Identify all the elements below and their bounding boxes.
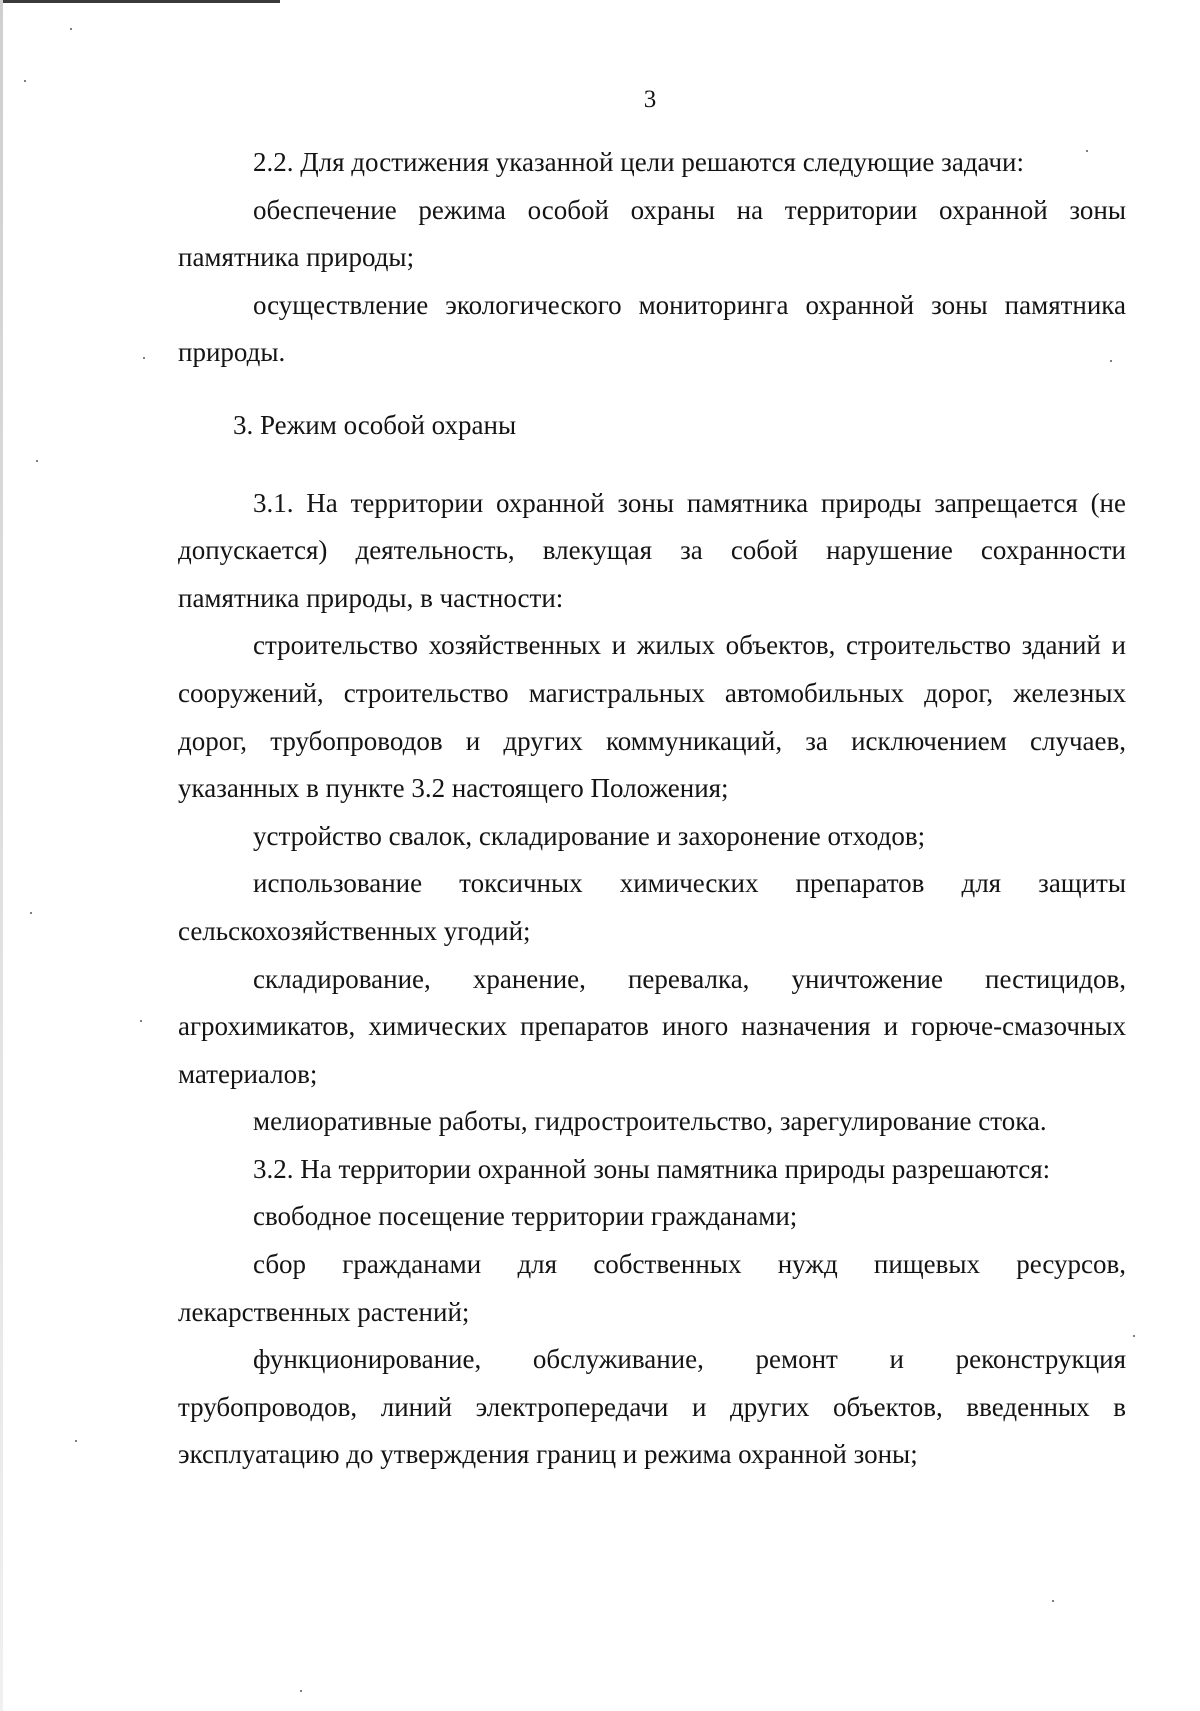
document-body [178, 139, 1126, 1479]
scan-left-edge [0, 0, 3, 1711]
prohibited-pesticides: складирование, хранение, перевалка, уничтожение пестицидов, агрохимикатов, химических препаратов иного назначения и горюче-смазочных материалов; [178, 963, 1126, 1089]
scan-speck [30, 912, 32, 914]
scan-speck [70, 28, 72, 30]
scan-speck [24, 80, 26, 82]
scan-speck [75, 1440, 77, 1442]
scan-speck [1133, 1335, 1135, 1337]
scan-speck [300, 1690, 302, 1692]
allowed-visits: свободное посещение территории гражданами; [253, 1201, 798, 1232]
allowed-gathering: сбор гражданами для собственных нужд пищевых ресурсов, лекарственных растений; [178, 1249, 1126, 1327]
task-special-protection: обеспечение режима особой охраны на территории охранной зоны памятника природы; [178, 194, 1126, 273]
paragraph-2-2: 2.2. Для достижения указанной цели решаются следующие задачи: [253, 147, 1024, 177]
paragraph-3-2: 3.2. На территории охранной зоны памятника природы разрешаются: [253, 1153, 1051, 1184]
scan-speck [1052, 1600, 1054, 1602]
prohibited-dumps: устройство свалок, складирование и захоронение отходов; [253, 820, 926, 851]
scan-top-edge [0, 0, 280, 3]
scan-speck [143, 357, 145, 359]
paragraph-3-1: 3.1. На территории охранной зоны памятника природы запрещается (не допускается) деятельность, влекущая за собой нарушение сохранности памятника природы, в частности: [178, 487, 1126, 613]
task-monitoring: осуществление экологического мониторинга охранной зоны памятника природы. [178, 289, 1126, 368]
scan-speck [140, 1020, 142, 1022]
prohibited-melioration: мелиоративные работы, гидростроительство, зарегулирование стока. [253, 1106, 1047, 1137]
page-number: 3 [643, 86, 657, 113]
prohibited-construction: строительство хозяйственных и жилых объектов, строительство зданий и сооружений, строительство магистральных автомобильных дорог, железных дорог, трубопроводов и других коммуникаций, за исключением случаев, указанных в пункте 3.2 настоящего Положения; [178, 630, 1126, 804]
section-heading: 3. Режим особой охраны [233, 409, 517, 440]
scan-speck [36, 460, 38, 462]
prohibited-toxic-chemicals: использование токсичных химических препаратов для защиты сельскохозяйственных угодий; [178, 868, 1126, 946]
allowed-maintenance: функционирование, обслуживание, ремонт и реконструкция трубопроводов, линий электропередачи и других объектов, введенных в эксплуатацию до утверждения границ и режима охранной зоны; [178, 1344, 1126, 1470]
